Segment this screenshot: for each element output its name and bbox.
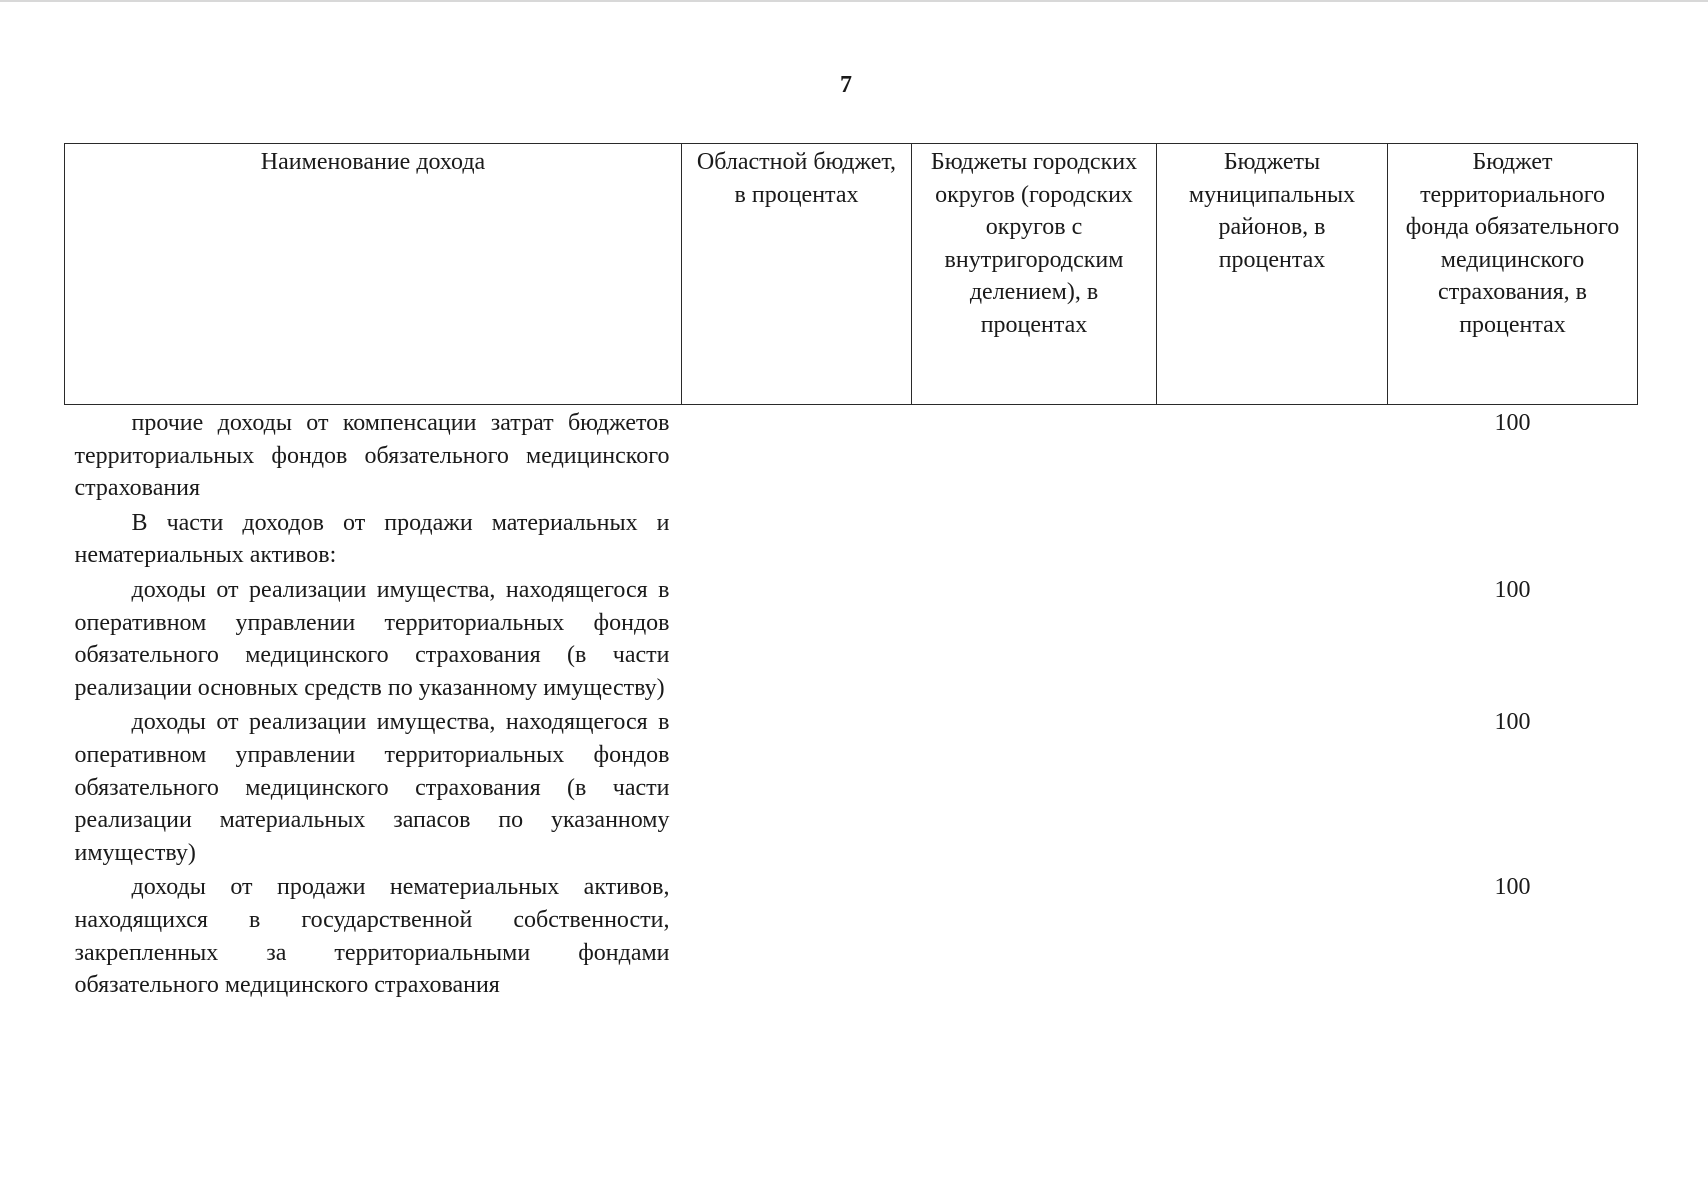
row-income-name: [65, 505, 682, 572]
row-fund-value: [1388, 505, 1638, 572]
table-row: [65, 869, 1638, 1001]
table-row: [65, 405, 1638, 505]
row-regional-value: [682, 505, 912, 572]
header-regional-budget: Областной бюджет, в процентах: [682, 144, 912, 405]
row-name-text: доходы от продажи нематериальных активов, находящихся в государственной собственности, закрепленных за территориальными фондами обязательного медицинского страхования: [74, 874, 670, 999]
row-fund-value: 100: [1494, 874, 1531, 901]
row-regional-value: [682, 869, 912, 1001]
row-municipal-value: [1157, 405, 1388, 505]
row-city-value: [912, 505, 1157, 572]
table-row: [65, 704, 1638, 869]
table-body: [65, 405, 1638, 1002]
row-regional-value: [682, 572, 912, 704]
row-city-value: [912, 405, 1157, 505]
row-fund-value: 100: [1494, 576, 1531, 603]
row-income-name: [65, 572, 682, 704]
row-regional-value: [682, 405, 912, 505]
row-city-value: [912, 704, 1157, 869]
row-municipal-value: [1157, 704, 1388, 869]
row-regional-value: [682, 704, 912, 869]
row-municipal-value: [1157, 505, 1388, 572]
row-fund-value: 100: [1494, 709, 1531, 736]
row-name-text: прочие доходы от компенсации затрат бюджетов территориальных фондов обязательного медицинского страхования: [74, 410, 670, 502]
row-income-name: [65, 405, 682, 505]
row-municipal-value: [1157, 572, 1388, 704]
row-city-value: [912, 572, 1157, 704]
row-name-text: доходы от реализации имущества, находящегося в оперативном управлении территориальных фондов обязательного медицинского страхования (в части реализации материальных запасов по указанному имуществу): [74, 709, 670, 866]
header-fund-budget: Бюджет территориального фонда обязательного медицинского страхования, в процентах: [1388, 144, 1638, 405]
header-income-name: Наименование дохода: [65, 144, 682, 405]
table-row-section: [65, 505, 1638, 572]
table-header: [65, 144, 1638, 405]
header-municipal-budgets: Бюджеты муниципальных районов, в процентах: [1157, 144, 1388, 405]
row-income-name: [65, 869, 682, 1001]
page-number: 7: [840, 72, 852, 98]
income-distribution-table: [64, 143, 1638, 1002]
row-income-name: [65, 704, 682, 869]
row-name-text: доходы от реализации имущества, находящегося в оперативном управлении территориальных фондов обязательного медицинского страхования (в части реализации основных средств по указанному имуществу): [74, 576, 670, 701]
row-name-text: В части доходов от продажи материальных и нематериальных активов:: [74, 509, 670, 569]
row-city-value: [912, 869, 1157, 1001]
header-city-budgets: Бюджеты городских округов (городских округов с внутригородским делением), в процентах: [912, 144, 1157, 405]
top-rule: [0, 0, 1708, 2]
row-municipal-value: [1157, 869, 1388, 1001]
row-fund-value: 100: [1494, 410, 1531, 436]
table-row: [65, 572, 1638, 704]
header-row: [65, 144, 1638, 405]
